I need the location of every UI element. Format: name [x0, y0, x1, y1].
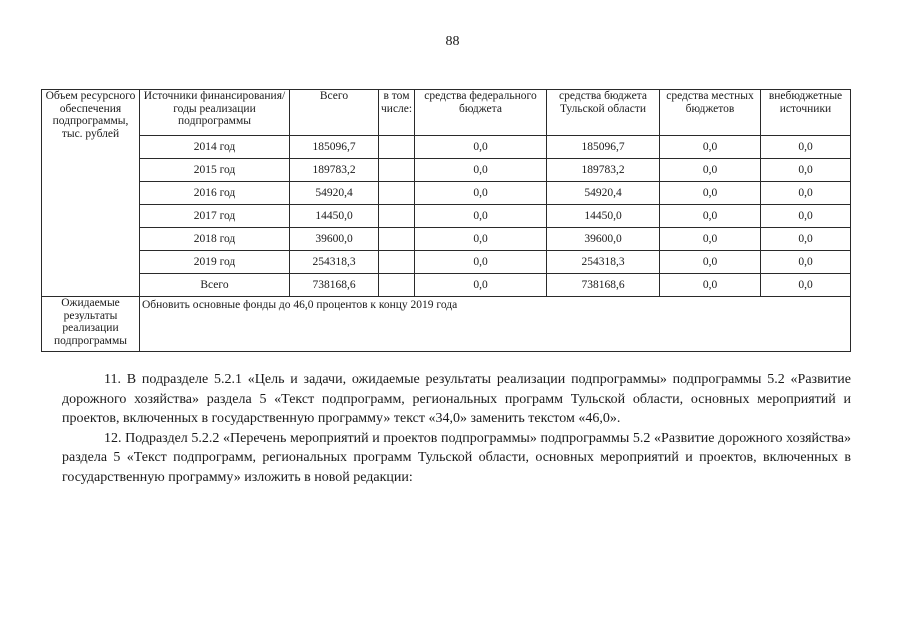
- expected-results-label: Ожидаемые результаты реализации подпрограммы: [42, 297, 140, 352]
- table-row: [42, 251, 851, 274]
- row-extra: 0,0: [761, 251, 851, 274]
- row-local: 0,0: [660, 205, 761, 228]
- row-total: 14450,0: [290, 205, 379, 228]
- row-regional: 189783,2: [547, 159, 660, 182]
- row-regional: 54920,4: [547, 182, 660, 205]
- row-label: 2019 год: [140, 251, 290, 274]
- row-local: 0,0: [660, 136, 761, 159]
- table-row: [42, 136, 851, 159]
- header-total: Всего: [290, 90, 379, 136]
- row-label: 2018 год: [140, 228, 290, 251]
- row-including: [379, 159, 415, 182]
- row-extra: 0,0: [761, 182, 851, 205]
- row-federal: 0,0: [415, 136, 547, 159]
- expected-results-text: Обновить основные фонды до 46,0 процентов к концу 2019 года: [140, 297, 851, 352]
- row-extra: 0,0: [761, 136, 851, 159]
- row-including: [379, 136, 415, 159]
- header-sources: Источники финансирования/годы реализации подпрограммы: [140, 90, 290, 136]
- row-extra: 0,0: [761, 205, 851, 228]
- row-total: 54920,4: [290, 182, 379, 205]
- row-federal: 0,0: [415, 251, 547, 274]
- header-extra: внебюджетные источники: [761, 90, 851, 136]
- row-local: 0,0: [660, 251, 761, 274]
- row-label: 2017 год: [140, 205, 290, 228]
- row-including: [379, 274, 415, 297]
- row-local: 0,0: [660, 228, 761, 251]
- row-extra: 0,0: [761, 228, 851, 251]
- page-number: 88: [445, 34, 460, 49]
- table-row-total: [42, 274, 851, 297]
- row-label: 2014 год: [140, 136, 290, 159]
- row-regional: 14450,0: [547, 205, 660, 228]
- expected-results-row: [42, 297, 851, 352]
- table-row: [42, 182, 851, 205]
- row-total: 185096,7: [290, 136, 379, 159]
- table-row: [42, 205, 851, 228]
- row-total: 738168,6: [290, 274, 379, 297]
- header-local: средства местных бюджетов: [660, 90, 761, 136]
- row-including: [379, 182, 415, 205]
- row-federal: 0,0: [415, 182, 547, 205]
- paragraph-12: 12. Подраздел 5.2.2 «Перечень мероприятий и проектов подпрограммы» подпрограммы 5.2 «Развитие дорожного хозяйства» раздела 5 «Текст подпрограмм, региональных программ Тульской области, основных мероприятий и проектов, включенных в государственную программу» изложить в новой редакции:: [62, 430, 851, 485]
- row-label: Всего: [140, 274, 290, 297]
- row-federal: 0,0: [415, 205, 547, 228]
- table-header-row: [42, 90, 851, 136]
- header-federal: средства федерального бюджета: [415, 90, 547, 136]
- row-including: [379, 228, 415, 251]
- row-local: 0,0: [660, 182, 761, 205]
- body-text: [62, 370, 851, 487]
- resource-label-cell: Объем ресурсного обеспечения подпрограммы, тыс. рублей: [42, 90, 140, 297]
- row-including: [379, 251, 415, 274]
- resource-table: [41, 89, 851, 352]
- row-total: 189783,2: [290, 159, 379, 182]
- table-row: [42, 228, 851, 251]
- row-regional: 39600,0: [547, 228, 660, 251]
- row-including: [379, 205, 415, 228]
- paragraph-11: 11. В подразделе 5.2.1 «Цель и задачи, ожидаемые результаты реализации подпрограммы» подпрограммы 5.2 «Развитие дорожного хозяйства» раздела 5 «Текст подпрограмм, региональных программ Тульской области, основных мероприятий и проектов, включенных в государственную программу» текст «34,0» заменить текстом «46,0».: [62, 372, 851, 426]
- table-row: [42, 159, 851, 182]
- row-federal: 0,0: [415, 274, 547, 297]
- row-local: 0,0: [660, 274, 761, 297]
- row-total: 39600,0: [290, 228, 379, 251]
- row-label: 2015 год: [140, 159, 290, 182]
- header-regional: средства бюджета Тульской области: [547, 90, 660, 136]
- row-regional: 738168,6: [547, 274, 660, 297]
- row-federal: 0,0: [415, 159, 547, 182]
- row-label: 2016 год: [140, 182, 290, 205]
- row-federal: 0,0: [415, 228, 547, 251]
- header-including: в том числе:: [379, 90, 415, 136]
- row-regional: 254318,3: [547, 251, 660, 274]
- row-extra: 0,0: [761, 274, 851, 297]
- row-regional: 185096,7: [547, 136, 660, 159]
- row-total: 254318,3: [290, 251, 379, 274]
- row-extra: 0,0: [761, 159, 851, 182]
- row-local: 0,0: [660, 159, 761, 182]
